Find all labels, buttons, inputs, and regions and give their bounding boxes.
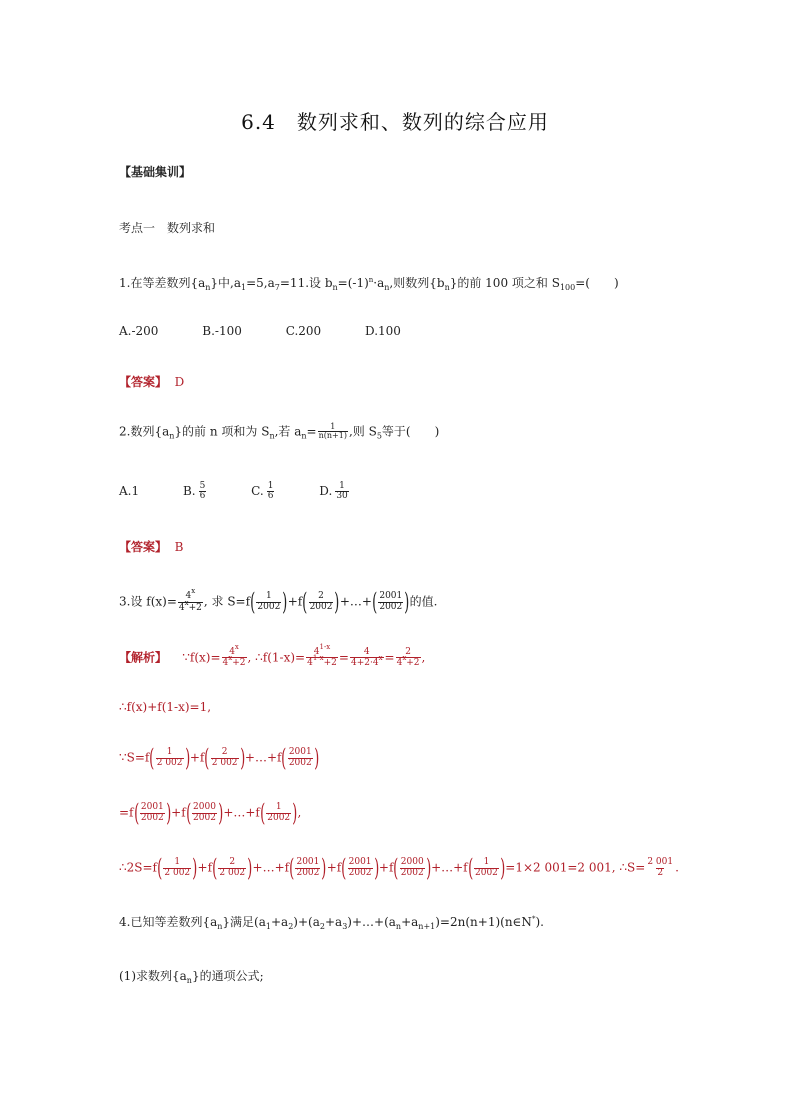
analysis-label: 【解析】 — [119, 650, 168, 665]
option-b: B.-100 — [202, 324, 242, 338]
answer-label: 【答案】 — [119, 375, 168, 389]
question-2-options — [119, 482, 390, 502]
question-1-options — [119, 325, 441, 337]
topic-heading: 考点一 数列求和 — [119, 221, 216, 235]
option-a: A.1 — [119, 484, 140, 499]
option-d: D.100 — [365, 324, 401, 338]
question-4-part-1: (1)求数列$\{a_n\}$的通项公式; — [119, 969, 264, 985]
page-title: 6.4 数列求和、数列的综合应用 — [241, 110, 549, 134]
section-heading: 【基础集训】 — [119, 165, 192, 179]
answer-2 — [119, 541, 183, 553]
option-d: D. $\frac{1}{30}$ — [319, 481, 348, 502]
option-c: C. $\frac{1}{6}$ — [251, 481, 274, 502]
analysis-line-5: ∴2S=f( $\frac{1}{2 002}$ )+f( $\frac{2}{2 002}$ )+…+f( $\frac{2001}{2002}$ )+f( $\frac{2001}{2002}$ )+f( $\frac{2000}{2002}$ )+…+f( $\frac{1}{2002}$ )=1×2 001=2 001, ∴S= $\frac{2 001}{2}$ . — [119, 854, 679, 882]
analysis-line-4: =f( $\frac{2001}{2002}$ )+f( $\frac{2000}{2002}$ )+…+f( $\frac{1}{2002}$ ), — [119, 799, 302, 827]
option-b: B. $\frac{5}{6}$ — [182, 481, 206, 502]
answer-1 — [119, 376, 184, 388]
answer-value: D — [174, 375, 185, 389]
option-a: A.-200 — [119, 324, 159, 338]
answer-value: B — [174, 540, 184, 554]
analysis-line-2: ∴f(x)+f(1-x)=1, — [119, 700, 212, 714]
analysis-line-1: 【解析】 ∵f(x)= $\frac{4^x}{4^x+2}$ , ∴f(1-x)= $\frac{4^{1-x}}{4^{1-x}+2}$ = $\frac{4}{4+2\cdot 4^x}$ = $\frac{2}{4^x+2}$ , — [119, 643, 426, 669]
question-2: 2.数列$\{a_n\}$的前 n 项和为 $S_n$,若 $a_n=$ $\frac{1}{n(n+1)}$ ,则 $S_5$等于( ) — [119, 422, 440, 441]
question-4: 4.已知等差数列$\{a_n\}$满足$(a_1+a_2)+(a_2+a_3)+\dots+(a_n+a_{n+1})=2n(n+1)(n\in N^*)$. — [119, 915, 544, 931]
question-1: 1.在等差数列$\{a_n\}$中$,a_1=5,a_7=11$.设 $b_n=(-1)^n\cdot a_n$,则数列$\{b_n\}$的前 100 项之和 $S_{100}=$( ) — [119, 276, 619, 292]
question-3: 3.设 f(x)= $\frac{4^x}{4^x+2}$ , 求 S=f( $\frac{1}{2002}$ )+f( $\frac{2}{2002}$ )+…+( $\frac{2001}{2002}$ )的值. — [119, 587, 438, 616]
option-c: C.200 — [285, 324, 322, 338]
answer-label: 【答案】 — [119, 540, 168, 554]
analysis-line-3: ∵S=f( $\frac{1}{2 002}$ )+f( $\frac{2}{2 002}$ )+…+f( $\frac{2001}{2002}$ ) — [119, 744, 319, 772]
